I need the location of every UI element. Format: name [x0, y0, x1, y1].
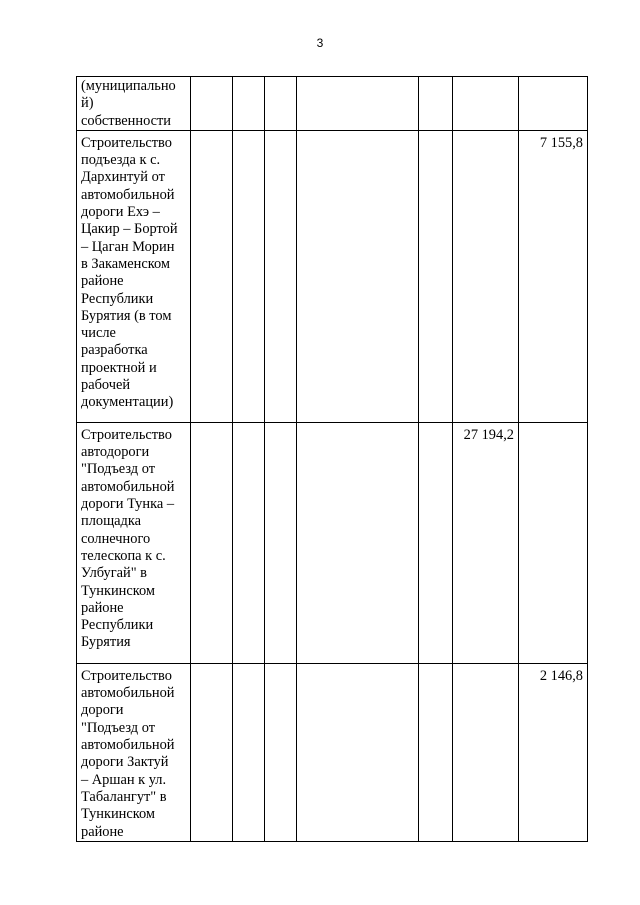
row-label: Строительство подъезда к с. Дархинтуй от автомобильной дороги Ехэ – Цакир – Бортой – Цаган Морин в Закаменском районе Республики Бурятия (в том числе разработка проектной и рабочей документации)	[81, 134, 178, 411]
empty-cell	[191, 130, 233, 422]
empty-cell	[191, 422, 233, 663]
value-cell	[453, 663, 519, 841]
empty-cell	[265, 422, 297, 663]
empty-cell	[297, 77, 419, 131]
table-row	[77, 663, 588, 841]
empty-cell	[419, 663, 453, 841]
row-label: (муниципально й) собственности	[81, 78, 176, 129]
empty-cell	[265, 77, 297, 131]
value-cell	[453, 130, 519, 422]
empty-cell	[297, 422, 419, 663]
empty-cell	[419, 77, 453, 131]
budget-table	[76, 76, 588, 842]
table-row	[77, 130, 588, 422]
empty-cell	[419, 130, 453, 422]
table-row	[77, 77, 588, 131]
value-cell	[453, 77, 519, 131]
row-label-cell	[77, 130, 191, 422]
empty-cell	[265, 130, 297, 422]
empty-cell	[191, 77, 233, 131]
empty-cell	[233, 130, 265, 422]
row-label-cell	[77, 663, 191, 841]
value-cell	[519, 77, 588, 131]
empty-cell	[297, 130, 419, 422]
row-label: Строительство автомобильной дороги "Подъезд от автомобильной дороги Зактуй – Аршан к ул. Табалангут" в Тункинском районе	[81, 667, 175, 840]
table-row	[77, 422, 588, 663]
empty-cell	[191, 663, 233, 841]
empty-cell	[233, 663, 265, 841]
empty-cell	[233, 77, 265, 131]
row-label-cell	[77, 77, 191, 131]
row-label-cell	[77, 422, 191, 663]
empty-cell	[233, 422, 265, 663]
value-cell: 27 194,2	[453, 422, 519, 663]
empty-cell	[265, 663, 297, 841]
row-label: Строительство автодороги "Подъезд от автомобильной дороги Тунка – площадка солнечного телескопа к с. Улбугай" в Тункинском районе Республики Бурятия	[81, 426, 175, 651]
value-cell: 2 146,8	[519, 663, 588, 841]
value-cell: 7 155,8	[519, 130, 588, 422]
value-cell	[519, 422, 588, 663]
empty-cell	[419, 422, 453, 663]
empty-cell	[297, 663, 419, 841]
page-number: 3	[316, 36, 324, 50]
